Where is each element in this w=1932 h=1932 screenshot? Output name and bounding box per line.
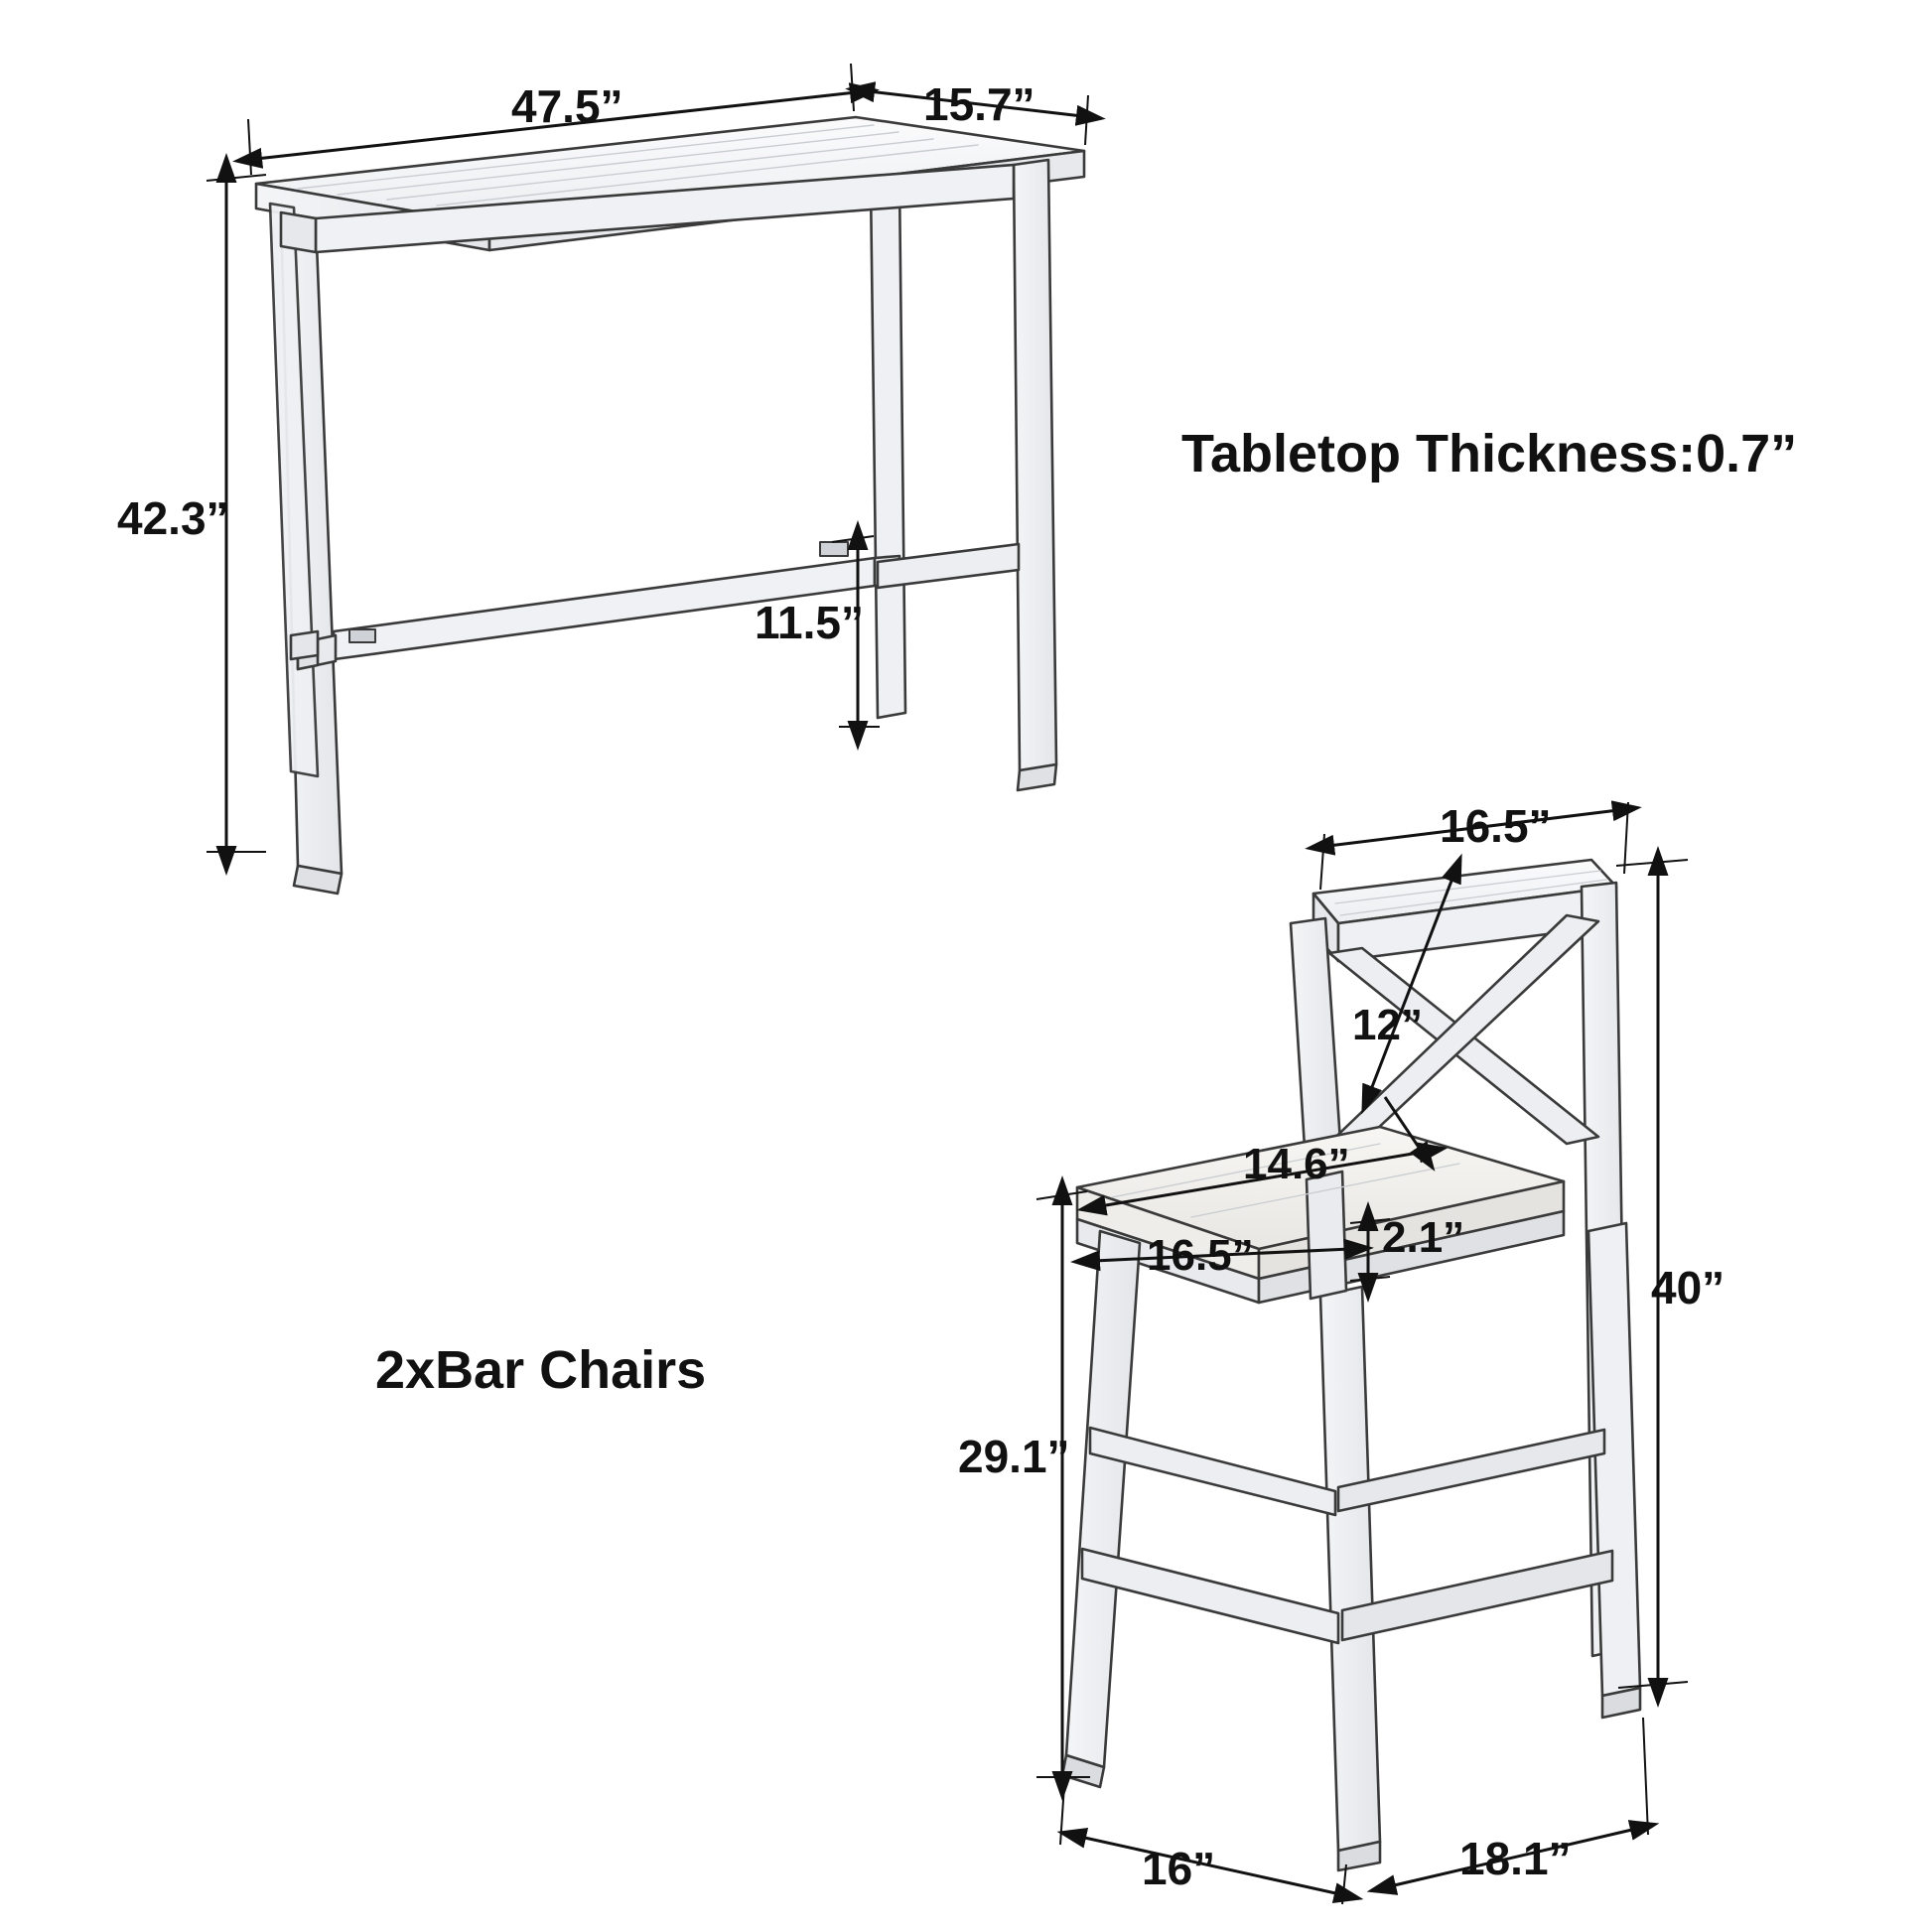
note-bar-chairs-count: 2xBar Chairs — [375, 1340, 707, 1400]
dim-chair-base-front: 16” — [1142, 1843, 1216, 1894]
dim-chair-seat-diagonal: 14.6” — [1243, 1140, 1350, 1188]
bar-table-illustration — [256, 117, 1084, 894]
note-tabletop-thickness: Tabletop Thickness:0.7” — [1181, 424, 1798, 483]
dim-chair-backrest-height: 12” — [1352, 1001, 1423, 1049]
dim-chair-total-height: 40” — [1651, 1262, 1725, 1313]
dim-chair-seat-width: 16.5” — [1147, 1231, 1254, 1280]
dim-chair-seat-thickness: 2.1” — [1382, 1213, 1465, 1262]
bar-chair-illustration — [1062, 860, 1640, 1870]
dim-chair-backrest-width: 16.5” — [1440, 800, 1552, 852]
dim-table-width: 47.5” — [511, 80, 623, 132]
dim-table-footrail-height: 11.5” — [755, 597, 864, 648]
dim-chair-base-side: 18.1” — [1459, 1833, 1572, 1884]
dim-table-depth: 15.7” — [923, 78, 1035, 130]
dim-table-height: 42.3” — [117, 492, 229, 544]
dim-chair-seat-height: 29.1” — [958, 1431, 1070, 1482]
